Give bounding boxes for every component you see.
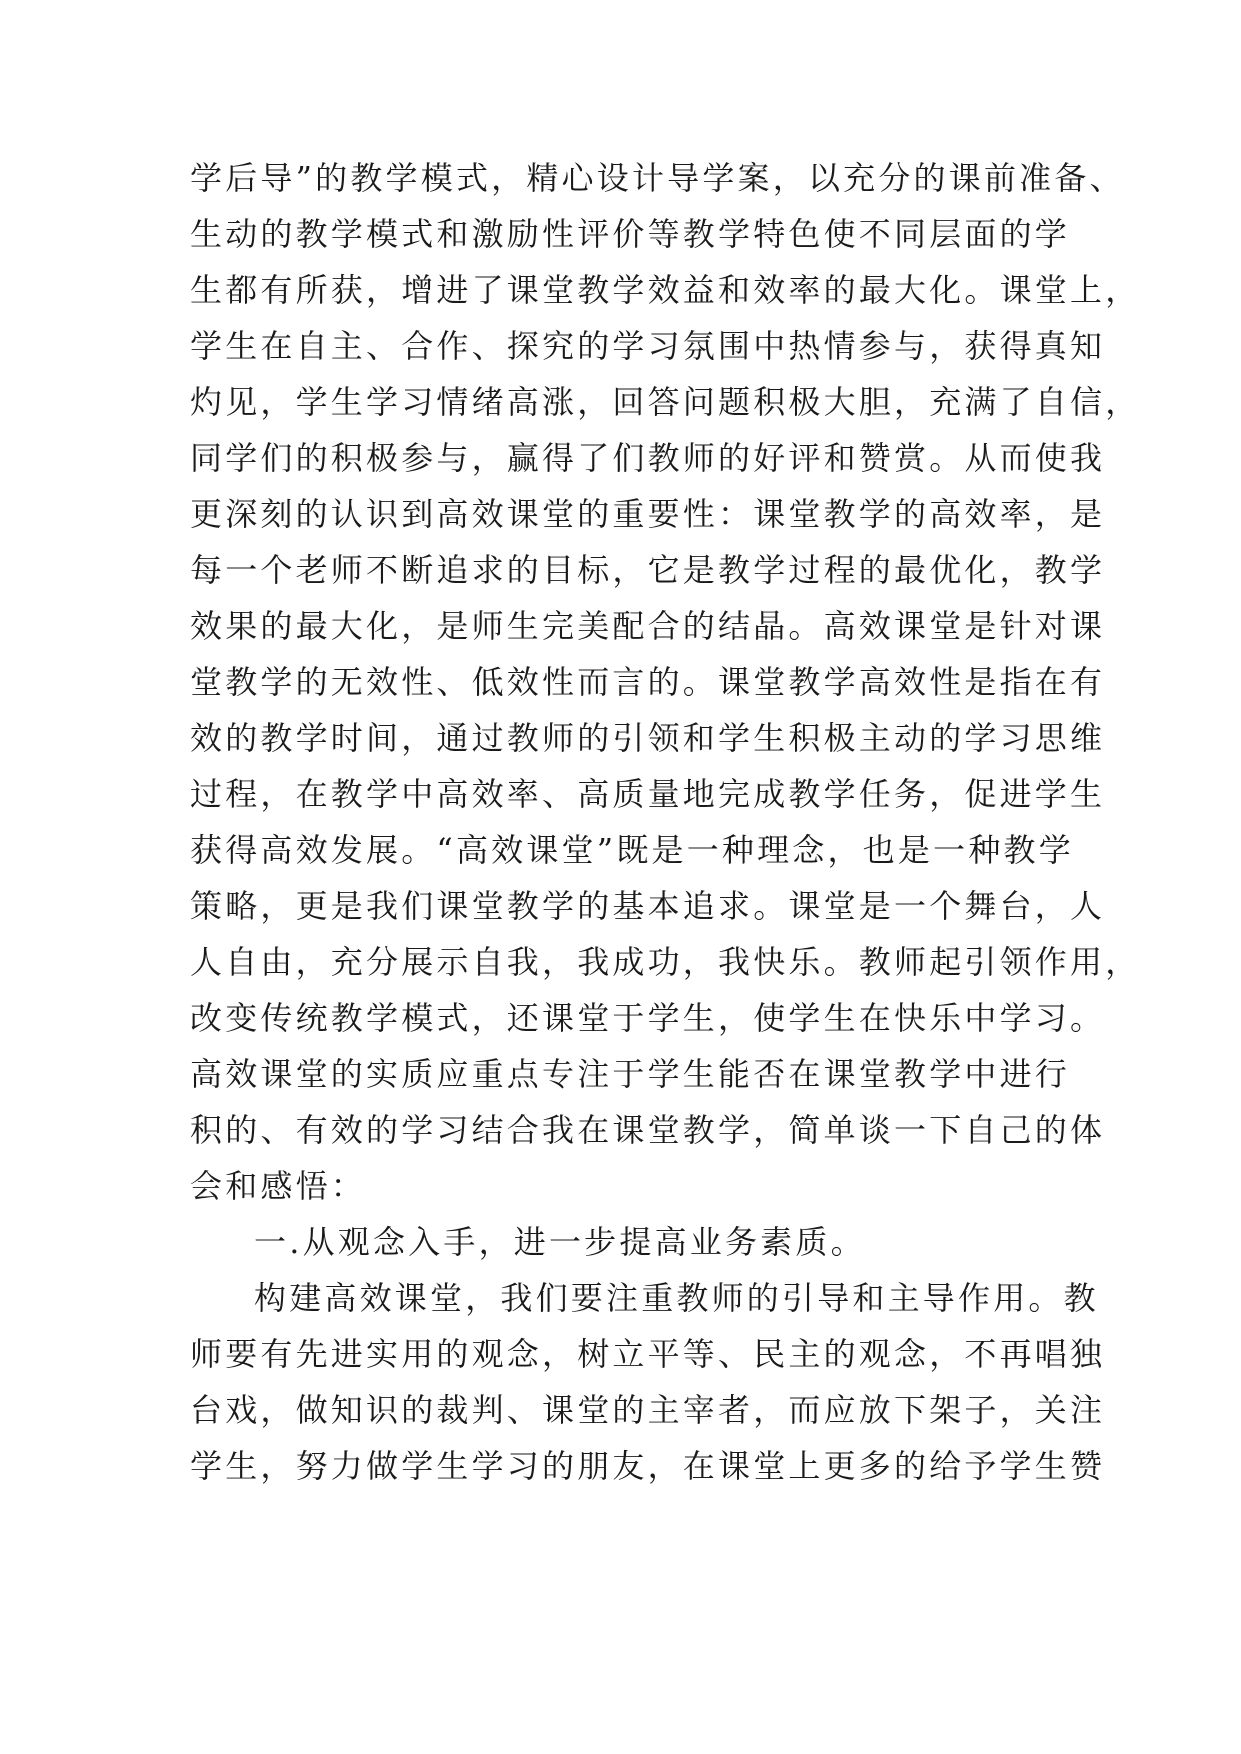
text-line: 生动的教学模式和激励性评价等教学特色使不同层面的学 <box>190 215 1071 253</box>
text-line: 构建高效课堂，我们要注重教师的引导和主导作用。教 <box>254 1279 1099 1317</box>
text-line: 积的、有效的学习结合我在课堂教学，简单谈一下自己的体 <box>190 1111 1106 1149</box>
text-line: 更深刻的认识到高效课堂的重要性：课堂教学的高效率，是 <box>190 495 1106 533</box>
text-line: 师要有先进实用的观念，树立平等、民主的观念，不再唱独 <box>190 1335 1106 1373</box>
text-line: 获得高效发展。“高效课堂”既是一种理念，也是一种教学 <box>190 831 1074 869</box>
text-line: 高效课堂的实质应重点专注于学生能否在课堂教学中进行 <box>190 1055 1071 1093</box>
text-line: 会和感悟： <box>190 1167 367 1205</box>
text-line: 生都有所获，增进了课堂教学效益和效率的最大化。课堂上， <box>190 271 1141 309</box>
section-heading: 一.从观念入手，进一步提高业务素质。 <box>254 1223 866 1261</box>
text-line: 效果的最大化，是师生完美配合的结晶。高效课堂是针对课 <box>190 607 1106 645</box>
text-line: 同学们的积极参与，赢得了们教师的好评和赞赏。从而使我 <box>190 439 1106 477</box>
text-line: 学生在自主、合作、探究的学习氛围中热情参与，获得真知 <box>190 327 1106 365</box>
text-line: 改变传统教学模式，还课堂于学生，使学生在快乐中学习。 <box>190 999 1106 1037</box>
text-line: 过程，在教学中高效率、高质量地完成教学任务，促进学生 <box>190 775 1106 813</box>
text-line: 灼见，学生学习情绪高涨，回答问题积极大胆，充满了自信， <box>190 383 1141 421</box>
text-line: 效的教学时间，通过教师的引领和学生积极主动的学习思维 <box>190 719 1106 757</box>
text-line: 台戏，做知识的裁判、课堂的主宰者，而应放下架子，关注 <box>190 1391 1106 1429</box>
text-line: 策略，更是我们课堂教学的基本追求。课堂是一个舞台，人 <box>190 887 1106 925</box>
text-line: 人自由，充分展示自我，我成功，我快乐。教师起引领作用， <box>190 943 1141 981</box>
document-body <box>190 150 1141 1494</box>
text-line: 每一个老师不断追求的目标，它是教学过程的最优化，教学 <box>190 551 1106 589</box>
text-line: 堂教学的无效性、低效性而言的。课堂教学高效性是指在有 <box>190 663 1106 701</box>
text-line: 学生，努力做学生学习的朋友，在课堂上更多的给予学生赞 <box>190 1447 1106 1485</box>
text-line: 学后导”的教学模式，精心设计导学案，以充分的课前准备、 <box>190 159 1125 197</box>
